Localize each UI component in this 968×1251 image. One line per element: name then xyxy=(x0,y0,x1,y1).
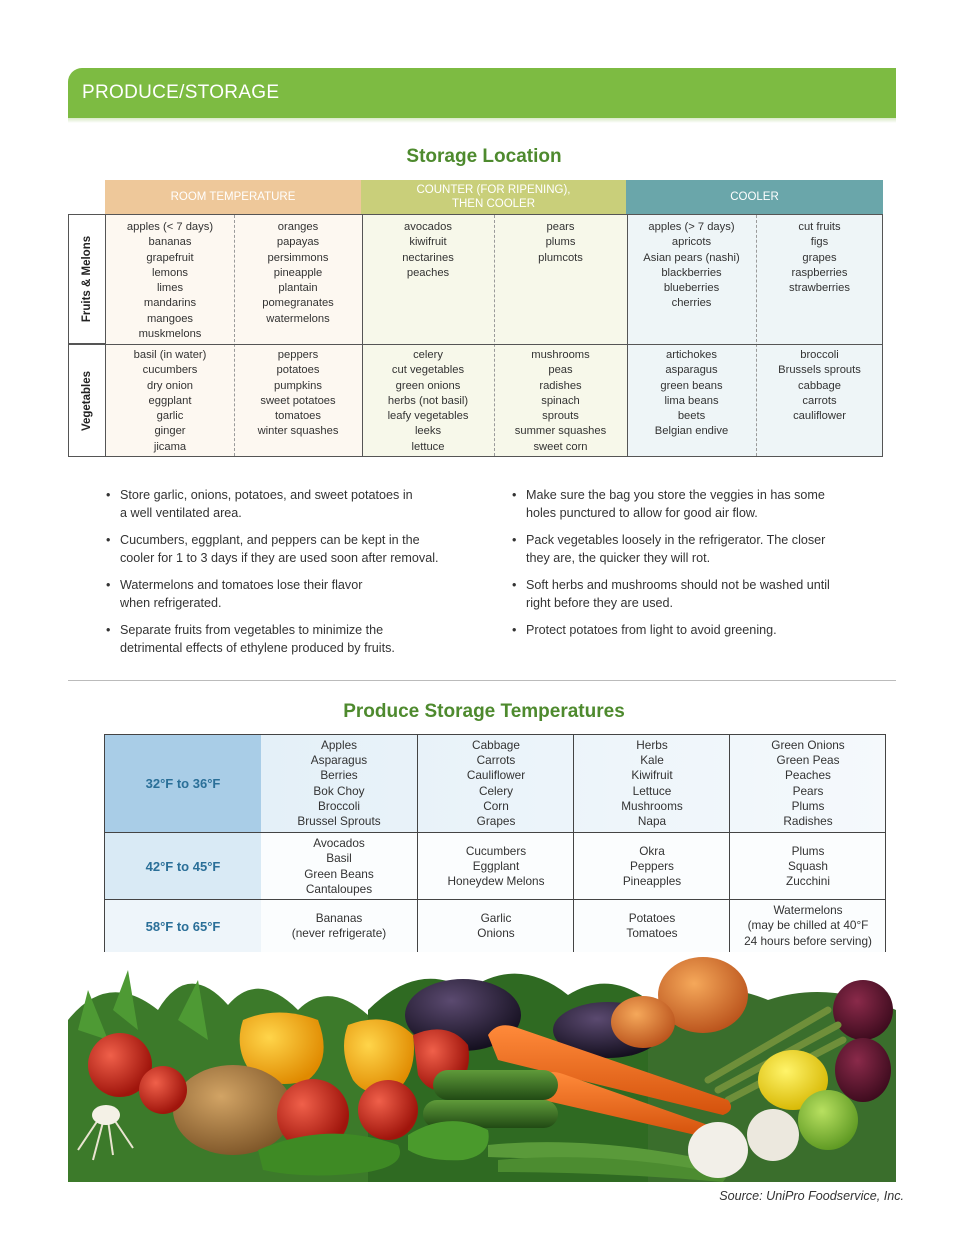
tip-line: when refrigerated. xyxy=(120,595,222,610)
vegetables-room-b xyxy=(234,348,362,440)
produce-item: Cauliflower xyxy=(466,768,526,783)
produce-item: green beans xyxy=(660,379,723,392)
produce-item: 24 hours before serving) xyxy=(744,933,872,948)
produce-item: figs xyxy=(810,236,829,249)
tip-line: • Store garlic, onions, potatoes, and sweet potatoes in xyxy=(120,488,413,502)
temperature-range: 42°F to 45°F xyxy=(105,833,262,900)
header-counter-line2: THEN COOLER xyxy=(451,198,536,210)
produce-item: lettuce xyxy=(411,440,445,453)
produce-item: Eggplant xyxy=(472,858,520,873)
vegetables-cooler-a xyxy=(627,348,756,440)
produce-item: Onions xyxy=(477,926,515,940)
produce-item: Bok Choy xyxy=(313,783,365,798)
vegetables-illustration xyxy=(68,950,896,1182)
produce-item: spinach xyxy=(541,394,580,407)
produce-item: sprouts xyxy=(542,410,579,423)
produce-item: Potatoes xyxy=(628,910,676,925)
produce-item: green onions xyxy=(395,379,461,392)
tip-line: • Cucumbers, eggplant, and peppers can be kept in the xyxy=(120,533,420,547)
storage-location-title: Storage Location xyxy=(406,146,562,167)
produce-item: kiwifruit xyxy=(409,236,447,249)
fruits-cooler-a xyxy=(627,220,756,312)
storage-tip xyxy=(512,577,892,612)
storage-tips-right xyxy=(512,487,892,650)
vegetables-cooler-b xyxy=(756,348,883,424)
produce-item: Berries xyxy=(320,768,358,783)
temperature-range: 32°F to 36°F xyxy=(105,735,262,832)
produce-item: summer squashes xyxy=(514,425,607,438)
produce-item: Herbs xyxy=(636,737,668,752)
produce-item: Garlic xyxy=(480,910,512,925)
tip-line: • Soft herbs and mushrooms should not be washed until xyxy=(526,578,830,592)
produce-item: basil (in water) xyxy=(133,349,207,361)
produce-item: beets xyxy=(677,410,706,423)
produce-item: apricots xyxy=(671,236,712,249)
produce-item: bananas xyxy=(148,236,192,249)
produce-item: carrots xyxy=(802,394,837,407)
produce-item: mangoes xyxy=(146,312,194,325)
produce-item: Okra xyxy=(639,843,665,858)
tip-line: • Separate fruits from vegetables to minimize the xyxy=(120,623,384,637)
produce-item: Peppers xyxy=(630,858,674,873)
produce-item: lima beans xyxy=(664,394,719,407)
produce-item: Brussel Sprouts xyxy=(297,814,381,829)
produce-item: mushrooms xyxy=(531,349,590,361)
storage-tips-left xyxy=(106,487,486,667)
produce-item: garlic xyxy=(156,410,184,423)
section-divider xyxy=(68,680,896,681)
produce-item: leafy vegetables xyxy=(387,410,469,423)
storage-tip xyxy=(106,577,486,612)
produce-item: sweet corn xyxy=(533,440,588,453)
produce-item: blackberries xyxy=(661,266,722,279)
banner-title: PRODUCE/STORAGE xyxy=(82,82,280,103)
produce-item: peas xyxy=(548,364,573,377)
produce-item: Avocados xyxy=(313,835,365,850)
produce-item: tomatoes xyxy=(274,410,322,423)
produce-item: celery xyxy=(413,349,443,361)
produce-item: Kiwifruit xyxy=(631,768,673,783)
produce-item: Cabbage xyxy=(472,737,520,752)
row-label-vegetables xyxy=(68,344,105,457)
storage-tip xyxy=(512,487,892,522)
tip-line: • Watermelons and tomatoes lose their flavor xyxy=(120,578,363,592)
temperature-cell xyxy=(729,900,886,952)
produce-item: sweet potatoes xyxy=(260,394,336,407)
produce-item: Lettuce xyxy=(632,783,672,798)
produce-item: Radishes xyxy=(783,814,833,829)
produce-item: Grapes xyxy=(476,814,516,829)
produce-item: potatoes xyxy=(276,364,320,377)
produce-item: avocados xyxy=(404,221,452,233)
produce-item: Mushrooms xyxy=(621,798,683,813)
section-banner xyxy=(68,68,896,118)
produce-item: peaches xyxy=(406,266,450,279)
produce-item: Plums xyxy=(791,798,825,813)
tip-line: detrimental effects of ethylene produced by fruits. xyxy=(120,640,395,655)
tip-line: cooler for 1 to 3 days if they are used soon after removal. xyxy=(120,550,439,565)
produce-item: Corn xyxy=(483,798,509,813)
produce-item: radishes xyxy=(539,379,582,392)
produce-item: plumcots xyxy=(538,251,583,264)
produce-item: herbs (not basil) xyxy=(387,394,469,407)
produce-item: limes xyxy=(156,282,184,295)
produce-item: eggplant xyxy=(148,394,192,407)
row-label-vegetables-text: Vegetables xyxy=(81,370,93,431)
produce-item: Broccoli xyxy=(318,798,360,813)
produce-item: Zucchini xyxy=(786,874,830,889)
produce-item: papayas xyxy=(276,236,320,249)
storage-tip xyxy=(106,622,486,657)
produce-item: plantain xyxy=(278,282,318,295)
produce-item: grapefruit xyxy=(146,251,194,264)
tip-line: holes punctured to allow for good air flow. xyxy=(526,505,758,520)
produce-item: Watermelons xyxy=(773,903,843,918)
produce-item: (may be chilled at 40°F xyxy=(747,918,869,933)
storage-tip xyxy=(512,532,892,567)
produce-item: ginger xyxy=(154,425,186,438)
produce-item: Green Peas xyxy=(776,752,840,767)
produce-item: (never refrigerate) xyxy=(291,926,387,940)
produce-item: Carrots xyxy=(476,752,516,767)
temperature-cell xyxy=(573,900,730,952)
temperature-row-items xyxy=(261,833,885,900)
header-cooler: COOLER xyxy=(626,180,883,214)
vegetables-room-a xyxy=(106,348,234,455)
produce-item: Asparagus xyxy=(310,752,368,767)
header-counter xyxy=(361,180,626,214)
temperature-cell xyxy=(261,900,417,952)
produce-item: lemons xyxy=(151,266,189,279)
temperature-cell xyxy=(573,735,730,832)
row-label-fruits xyxy=(68,214,105,344)
fruits-room-a xyxy=(106,220,234,342)
produce-item: plums xyxy=(545,236,576,249)
temperature-cell xyxy=(729,833,886,900)
produce-item: Apples xyxy=(320,737,358,752)
produce-item: dry onion xyxy=(146,379,194,392)
temperature-row xyxy=(105,735,885,832)
tip-line: a well ventilated area. xyxy=(120,505,242,520)
temperature-cell xyxy=(417,833,574,900)
fruits-room-b xyxy=(234,220,362,327)
produce-item: nectarines xyxy=(402,251,454,264)
produce-item: Squash xyxy=(787,858,828,873)
temperature-row xyxy=(105,832,885,900)
produce-item: Green Beans xyxy=(304,866,374,881)
produce-item: cherries xyxy=(671,297,712,310)
temperature-cell xyxy=(261,833,417,900)
produce-item: artichokes xyxy=(666,349,717,361)
storage-tip xyxy=(512,622,892,640)
temperature-cell xyxy=(729,735,886,832)
produce-item: Kale xyxy=(640,752,664,767)
header-room-temperature: ROOM TEMPERATURE xyxy=(105,180,361,214)
vegetables-counter-b xyxy=(494,348,627,455)
produce-item: Basil xyxy=(326,851,352,866)
produce-item: asparagus xyxy=(665,364,718,377)
produce-item: Plums xyxy=(791,843,825,858)
temperature-row-items xyxy=(261,735,885,832)
produce-item: cabbage xyxy=(798,379,841,392)
produce-item: pumpkins xyxy=(274,379,322,392)
produce-item: apples (> 7 days) xyxy=(648,221,735,233)
produce-item: muskmelons xyxy=(138,328,202,341)
temperature-cell xyxy=(417,735,574,832)
storage-location-table xyxy=(68,180,883,457)
produce-item: Cantaloupes xyxy=(305,881,373,896)
produce-item: oranges xyxy=(277,221,319,233)
produce-item: Peaches xyxy=(785,768,831,783)
tip-line: they are, the quicker they will rot. xyxy=(526,550,711,565)
produce-item: winter squashes xyxy=(257,425,339,438)
vegetables-counter-a xyxy=(362,348,494,455)
row-label-fruits-text: Fruits & Melons xyxy=(81,235,94,323)
storage-tip xyxy=(106,532,486,567)
produce-item: pears xyxy=(546,221,575,233)
produce-item: peppers xyxy=(277,349,319,361)
produce-item: blueberries xyxy=(663,282,720,295)
temperature-cell xyxy=(261,735,417,832)
produce-item: apples (< 7 days) xyxy=(126,221,214,233)
produce-item: cucumbers xyxy=(142,364,198,377)
produce-item: cauliflower xyxy=(793,410,846,423)
produce-item: leeks xyxy=(414,425,442,438)
fruits-cooler-b xyxy=(756,220,883,296)
source-credit: Source: UniPro Foodservice, Inc. xyxy=(719,1189,904,1203)
produce-item: jicama xyxy=(153,440,187,453)
produce-item: persimmons xyxy=(267,251,329,264)
produce-item: raspberries xyxy=(791,266,848,279)
produce-item: Pears xyxy=(792,783,824,798)
produce-item: Green Onions xyxy=(771,737,845,752)
produce-item: Tomatoes xyxy=(626,926,678,940)
produce-item: grapes xyxy=(802,251,837,264)
temperature-cell xyxy=(417,900,574,952)
tip-line: • Pack vegetables loosely in the refrigerator. The closer xyxy=(526,533,826,547)
storage-tip xyxy=(106,487,486,522)
fruits-counter-a xyxy=(362,220,494,281)
storage-grid xyxy=(105,214,883,457)
temperature-table xyxy=(104,734,886,952)
row-divider xyxy=(106,344,882,345)
produce-item: cut fruits xyxy=(798,221,841,233)
produce-item: Celery xyxy=(478,783,514,798)
produce-item: Brussels sprouts xyxy=(778,364,861,377)
produce-item: pineapple xyxy=(273,266,323,279)
header-counter-line1: COUNTER (FOR RIPENING), xyxy=(416,184,571,196)
temperature-range: 58°F to 65°F xyxy=(105,900,262,952)
produce-item: Belgian endive xyxy=(654,425,729,438)
produce-item: Asian pears (nashi) xyxy=(643,251,740,264)
tip-line: • Protect potatoes from light to avoid greening. xyxy=(526,623,777,637)
temperature-cell xyxy=(573,833,730,900)
temperature-row xyxy=(105,899,885,952)
produce-item: pomegranates xyxy=(262,297,334,310)
tip-line: right before they are used. xyxy=(526,595,674,610)
produce-item: Honeydew Melons xyxy=(447,874,545,889)
produce-item: strawberries xyxy=(789,282,850,295)
produce-item: Pineapples xyxy=(622,874,682,889)
temperatures-title: Produce Storage Temperatures xyxy=(343,701,625,722)
produce-item: Bananas xyxy=(315,910,363,925)
produce-item: Cucumbers xyxy=(465,843,527,858)
produce-item: watermelons xyxy=(266,312,330,325)
banner-shadow xyxy=(68,118,896,123)
produce-item: cut vegetables xyxy=(391,364,465,377)
tip-line: • Make sure the bag you store the veggies in has some xyxy=(526,488,825,502)
fruits-counter-b xyxy=(494,220,627,266)
temperature-row-items xyxy=(261,900,885,952)
produce-item: Napa xyxy=(637,814,667,829)
produce-item: mandarins xyxy=(143,297,197,310)
produce-item: broccoli xyxy=(800,349,839,361)
